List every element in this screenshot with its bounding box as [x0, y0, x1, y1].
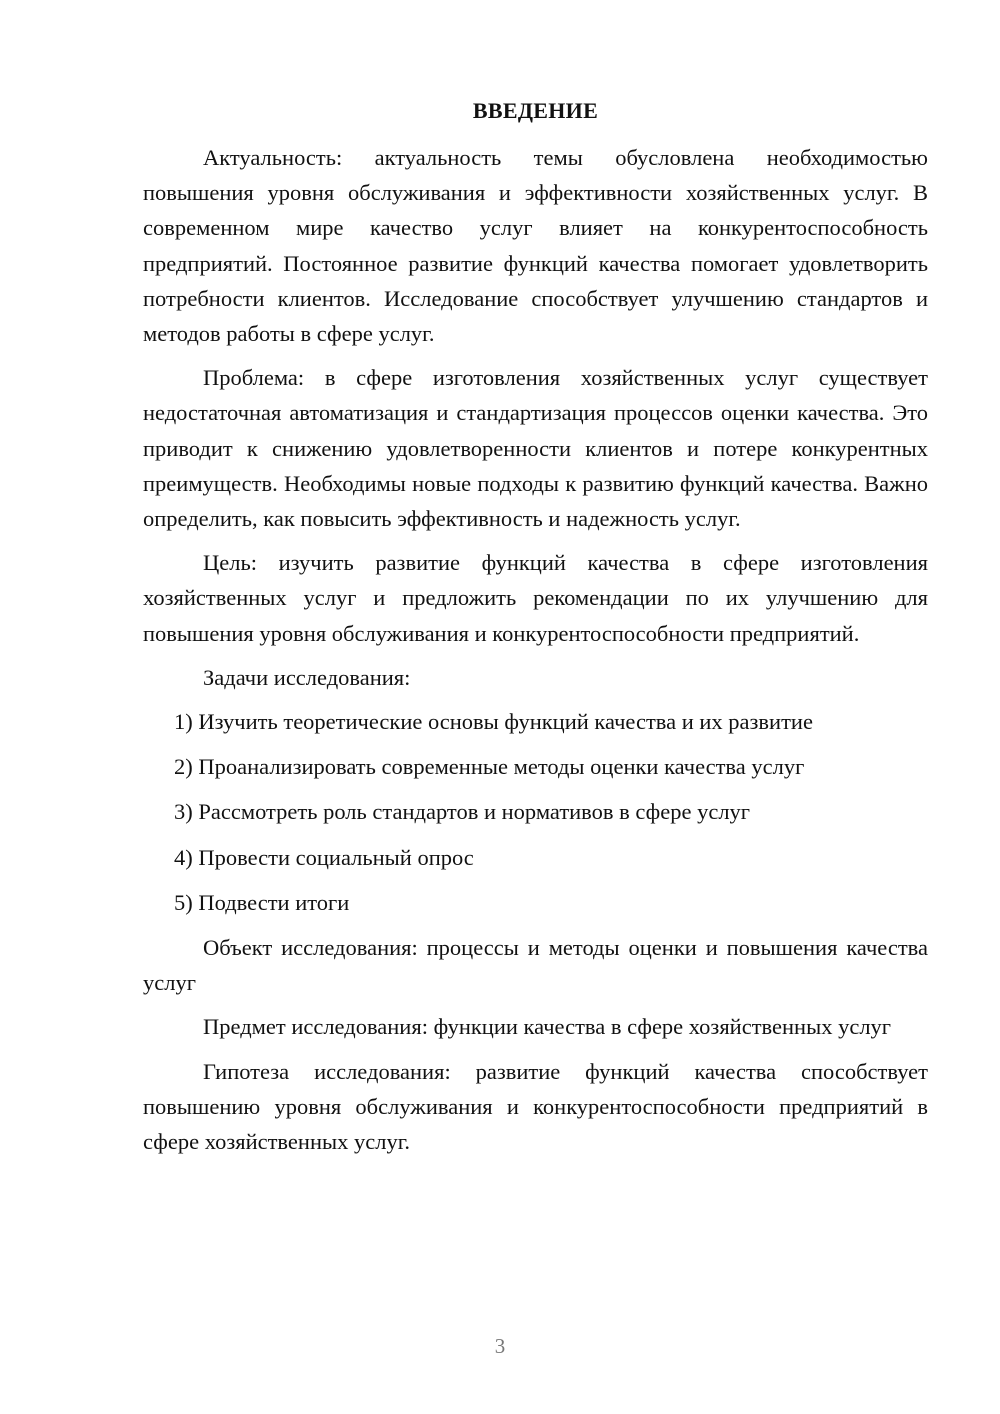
- task-item: 3) Рассмотреть роль стандартов и нормативов в сфере услуг: [174, 799, 751, 825]
- hypothesis-paragraph: Гипотеза исследования: развитие функций качества способствует повышению уровня обслуживания и конкурентоспособности предприятий в сфере хозяйственных услуг.: [143, 1058, 928, 1155]
- document-page: [143, 96, 928, 1168]
- object-paragraph: Объект исследования: процессы и методы оценки и повышения качества услуг: [143, 935, 928, 996]
- task-item: 1) Изучить теоретические основы функций качества и их развитие: [174, 709, 813, 735]
- tasks-heading: Задачи исследования:: [203, 664, 411, 690]
- document-title: ВВЕДЕНИЕ: [472, 98, 599, 123]
- page-number: 3: [494, 1334, 506, 1358]
- subject-paragraph: Предмет исследования: функции качества в сфере хозяйственных услуг: [203, 1014, 892, 1040]
- task-item: 2) Проанализировать современные методы оценки качества услуг: [174, 754, 805, 780]
- task-item: 4) Провести социальный опрос: [174, 844, 474, 870]
- tasks-list: [143, 704, 928, 920]
- task-item: 5) Подвести итоги: [174, 889, 350, 915]
- relevance-paragraph: Актуальность: актуальность темы обусловлена необходимостью повышения уровня обслуживания и эффективности хозяйственных услуг. В современном мире качество услуг влияет на конкурентоспособность предприятий. Постоянное развитие функций качества помогает удовлетворить потребности клиентов. Исследование способствует улучшению стандартов и методов работы в сфере услуг.: [143, 145, 928, 347]
- problem-paragraph: Проблема: в сфере изготовления хозяйственных услуг существует недостаточная автоматизация и стандартизация процессов оценки качества. Это приводит к снижению удовлетворенности клиентов и потере конкурентных преимуществ. Необходимы новые подходы к развитию функций качества. Важно определить, как повысить эффективность и надежность услуг.: [143, 365, 928, 532]
- goal-paragraph: Цель: изучить развитие функций качества в сфере изготовления хозяйственных услуг и предложить рекомендации по их улучшению для повышения уровня обслуживания и конкурентоспособности предприятий.: [143, 550, 928, 646]
